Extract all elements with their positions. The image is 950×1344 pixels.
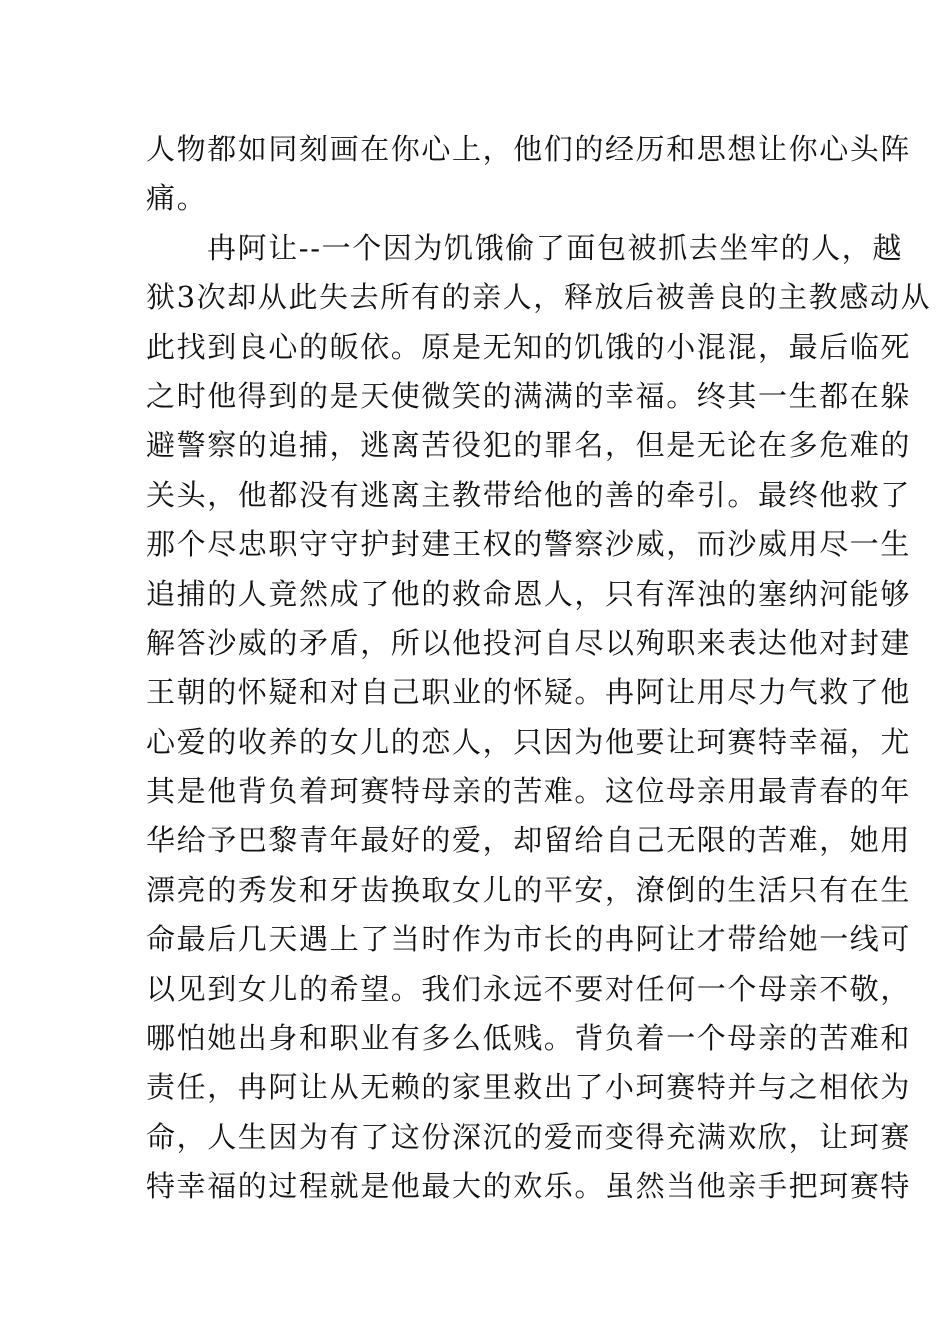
paragraph-start-line: 冉阿让--一个因为饥饿偷了面包被抓去坐牢的人，越	[207, 230, 903, 265]
text-line: 王朝的怀疑和对自己职业的怀疑。冉阿让用尽力气救了他	[146, 675, 912, 710]
text-line: 以见到女儿的希望。我们永远不要对任何一个母亲不敬，	[146, 971, 912, 1006]
text-line: 心爱的收养的女儿的恋人，只因为他要让珂赛特幸福，尤	[146, 724, 912, 759]
text-line: 追捕的人竟然成了他的救命恩人，只有浑浊的塞纳河能够	[146, 576, 912, 611]
text-line: 痛。	[146, 181, 208, 216]
text-line: 狱3次却从此失去所有的亲人，释放后被善良的主教感动从	[146, 280, 932, 315]
text-line: 命最后几天遇上了当时作为市长的冉阿让才带给她一线可	[146, 922, 912, 957]
text-line: 解答沙威的矛盾，所以他投河自尽以殉职来表达他对封建	[146, 625, 912, 660]
text-line: 特幸福的过程就是他最大的欢乐。虽然当他亲手把珂赛特	[146, 1169, 912, 1204]
text-line: 哪怕她出身和职业有多么低贱。背负着一个母亲的苦难和	[146, 1021, 912, 1056]
text-line: 避警察的追捕，逃离苦役犯的罪名，但是无论在多危难的	[146, 428, 912, 463]
text-line: 那个尽忠职守守护封建王权的警察沙威，而沙威用尽一生	[146, 527, 912, 562]
text-line: 关头，他都没有逃离主教带给他的善的牵引。最终他救了	[146, 477, 912, 512]
text-line: 漂亮的秀发和牙齿换取女儿的平安，潦倒的生活只有在生	[146, 872, 912, 907]
text-line: 之时他得到的是天使微笑的满满的幸福。终其一生都在躲	[146, 378, 912, 413]
text-line: 人物都如同刻画在你心上，他们的经历和思想让你心头阵	[146, 132, 912, 166]
body-text	[146, 125, 932, 1212]
text-line: 其是他背负着珂赛特母亲的苦难。这位母亲用最青春的年	[146, 774, 912, 809]
text-line: 责任，冉阿让从无赖的家里救出了小珂赛特并与之相依为	[146, 1070, 912, 1105]
text-line: 命，人生因为有了这份深沉的爱而变得充满欢欣，让珂赛	[146, 1119, 912, 1154]
text-line: 此找到良心的皈依。原是无知的饥饿的小混混，最后临死	[146, 329, 912, 364]
text-line: 华给予巴黎青年最好的爱，却留给自己无限的苦难，她用	[146, 823, 912, 858]
